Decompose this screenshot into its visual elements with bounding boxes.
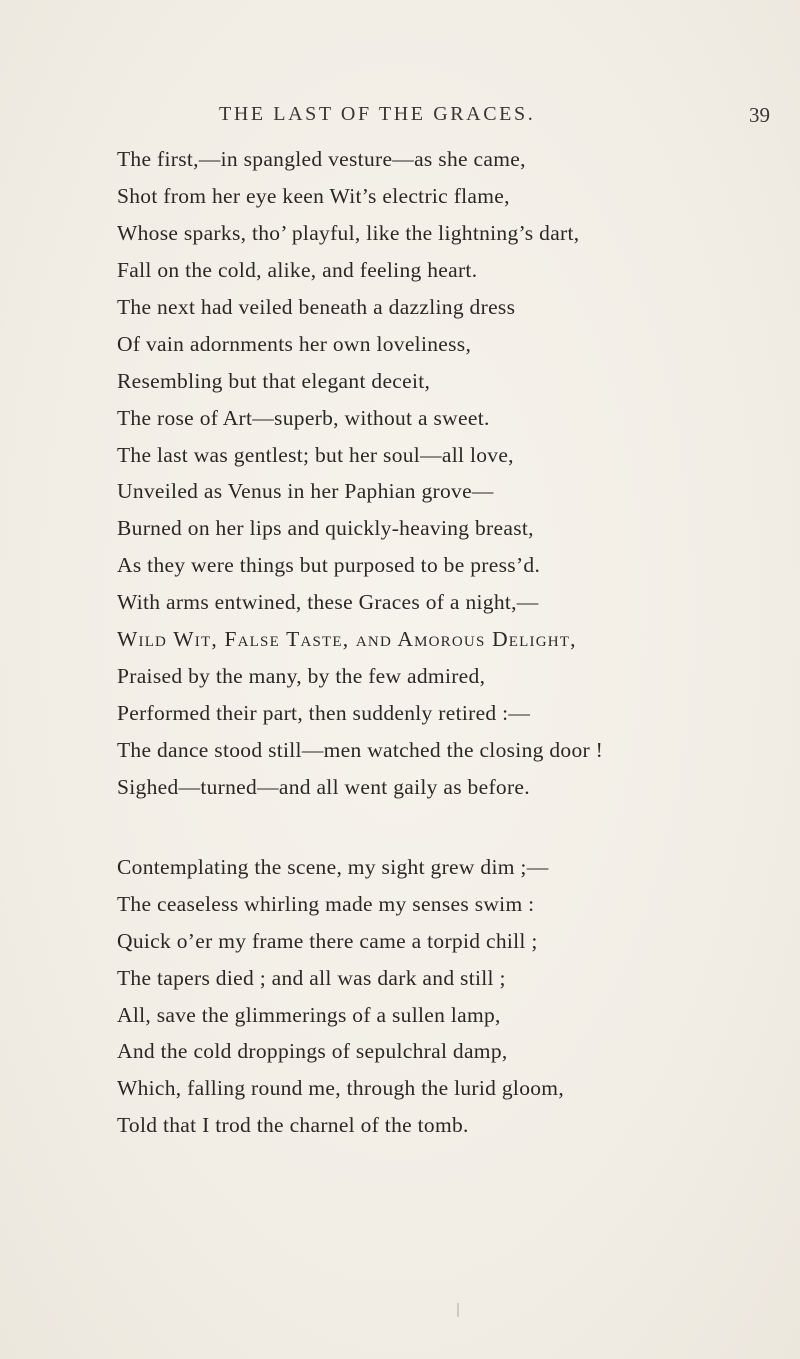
- verse-line: Shot from her eye keen Wit’s electric flame,: [117, 183, 510, 208]
- running-title: THE LAST OF THE GRACES.: [219, 103, 536, 125]
- printer-mark: [457, 1303, 459, 1317]
- stanza-1: [117, 141, 797, 806]
- stanza-2: [117, 849, 797, 1144]
- verse-line: As they were things but purposed to be press’d.: [117, 553, 541, 578]
- verse-line: Resembling but that elegant deceit,: [117, 368, 431, 393]
- verse-line: Quick o’er my frame there came a torpid chill ;: [117, 928, 538, 953]
- verse-line: Of vain adornments her own loveliness,: [117, 331, 472, 356]
- page-number: 39: [749, 103, 770, 127]
- verse-line: With arms entwined, these Graces of a night,—: [117, 590, 539, 615]
- verse-line: Unveiled as Venus in her Paphian grove—: [117, 479, 494, 504]
- verse-line: The rose of Art—superb, without a sweet.: [117, 405, 490, 430]
- verse-line: Which, falling round me, through the lurid gloom,: [117, 1076, 565, 1101]
- verse-line: Fall on the cold, alike, and feeling heart.: [117, 257, 478, 282]
- verse-line: The next had veiled beneath a dazzling dress: [117, 294, 516, 319]
- verse-line: And the cold droppings of sepulchral damp,: [117, 1039, 508, 1064]
- verse-line: The first,—in spangled vesture—as she came,: [117, 147, 526, 171]
- verse-line: Contemplating the scene, my sight grew dim ;—: [117, 855, 549, 879]
- verse-line: The last was gentlest; but her soul—all love,: [117, 442, 514, 467]
- verse-line: Performed their part, then suddenly retired :—: [117, 701, 531, 726]
- verse-line: The tapers died ; and all was dark and still ;: [117, 965, 506, 990]
- verse-line: All, save the glimmerings of a sullen lamp,: [117, 1002, 501, 1027]
- verse-line: Praised by the many, by the few admired,: [117, 664, 486, 689]
- verse-line: Burned on her lips and quickly-heaving breast,: [117, 516, 534, 541]
- verse-line: Sighed—turned—and all went gaily as before.: [117, 774, 530, 799]
- verse-line: Told that I trod the charnel of the tomb.: [117, 1113, 469, 1138]
- verse-line: The dance stood still—men watched the closing door !: [117, 738, 604, 762]
- running-head: [0, 103, 800, 133]
- verse-line: The ceaseless whirling made my senses swim :: [117, 891, 535, 916]
- verse-line-small-caps: Wild Wit, False Taste, and Amorous Delight,: [117, 627, 577, 652]
- verse-line: Whose sparks, tho’ playful, like the lightning’s dart,: [117, 220, 580, 245]
